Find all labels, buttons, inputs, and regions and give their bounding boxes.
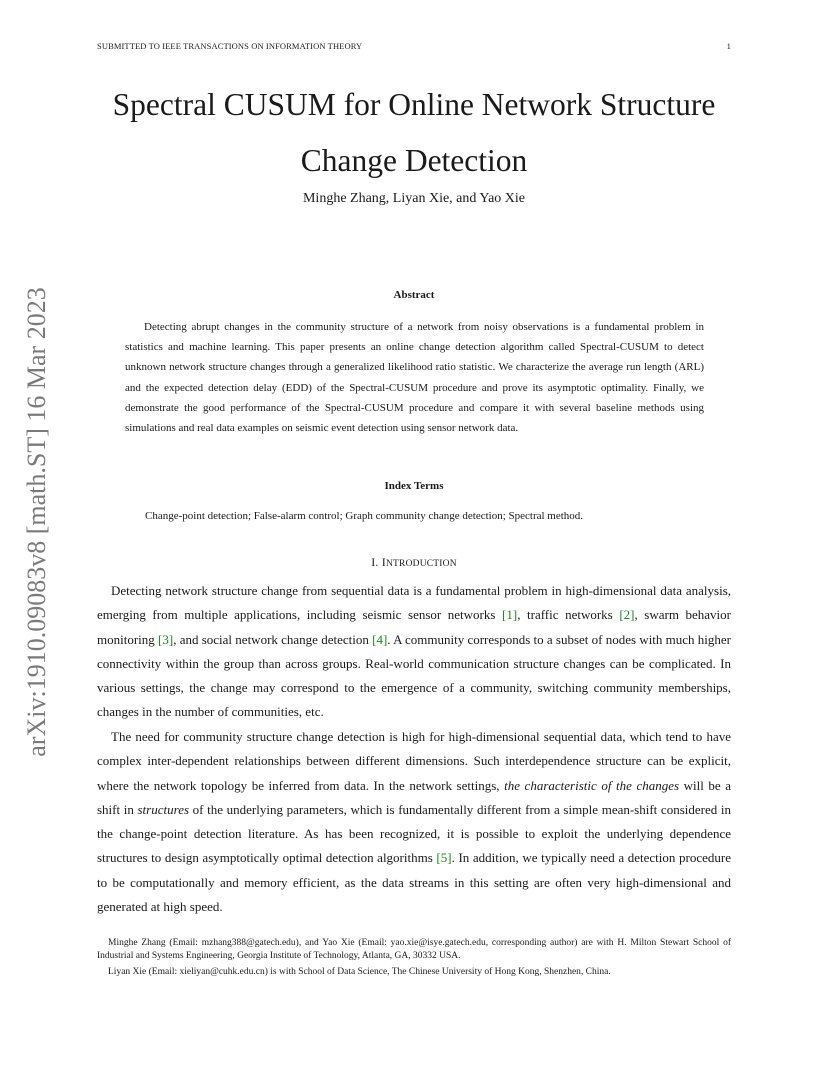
- footnote-affiliation-1: Minghe Zhang (Email: mzhang388@gatech.edu), and Yao Xie (Email: yao.xie@isye.gatech.edu, corresponding author) are with H. Milton Stewart School of Industrial and Systems Engineering, Georgia Institute of Technology, Atlanta, GA, 30332 USA.: [97, 938, 731, 961]
- emphasis-text: structures: [137, 801, 190, 817]
- footnote-affiliation-2: Liyan Xie (Email: xieliyan@cuhk.edu.cn) is with School of Data Science, The Chinese University of Hong Kong, Shenzhen, China.: [108, 967, 611, 977]
- arxiv-identifier: arXiv:1910.09083v8 [math.ST] 16 Mar 2023: [22, 287, 51, 757]
- section-title-smallcaps: NTRODUCTION: [385, 559, 457, 569]
- text-run: . In addition, we typically need a detection procedure to be computationally and memory efficient, as the data streams in this setting are often very high-dimensional and generated at high speed.: [97, 850, 731, 915]
- footnotes: [97, 937, 731, 983]
- paper-title: [80, 77, 748, 189]
- abstract-heading: Abstract: [393, 289, 435, 301]
- running-header: [97, 41, 731, 51]
- text-run: , swarm behavior monitoring: [97, 607, 732, 647]
- text-run: . A community corresponds to a subset of nodes with much higher connectivity within the group than across groups. Real-world communication structure changes can be complicated. In various settings, the change may correspond to the emergence of a community, switching community memberships, changes in the number of communities, etc.: [97, 631, 732, 720]
- title-line-2: Change Detection: [300, 143, 528, 178]
- text-run: will be a shift in: [97, 777, 732, 817]
- citation-link[interactable]: [4]: [372, 631, 388, 647]
- author-list: Minghe Zhang, Liyan Xie, and Yao Xie: [302, 191, 526, 206]
- citation-link[interactable]: [2]: [619, 607, 635, 623]
- index-terms-text: Change-point detection; False-alarm control; Graph community change detection; Spectral method.: [145, 510, 584, 522]
- citation-link[interactable]: [5]: [436, 850, 452, 866]
- text-run: The need for community structure change detection is high for high-dimensional sequential data, which tend to have complex inter-dependent relationships between different dimensions. Such interdependence structure can be explicit, where the network topology be inferred from data. In the network settings,: [97, 729, 731, 793]
- text-run: Detecting network structure change from sequential data is a fundamental problem in high-dimensional data analysis, emerging from multiple applications, including seismic sensor networks: [97, 583, 731, 623]
- intro-paragraph-1: [97, 579, 731, 725]
- abstract-text: Detecting abrupt changes in the community structure of a network from noisy observations is a fundamental problem in statistics and machine learning. This paper presents an online change detection algorithm called Spectral-CUSUM to detect unknown network structure changes through a generalized likelihood ratio statistic. We characterize the average run length (ARL) and the expected detection delay (EDD) of the Spectral-CUSUM procedure and prove its asymptotic optimality. Finally, we demonstrate the good performance of the Spectral-CUSUM procedure and compare it with several baseline methods using simulations and real data examples on seismic event detection using sensor network data.: [125, 321, 704, 435]
- running-title: SUBMITTED TO IEEE TRANSACTIONS ON INFORMATION THEORY: [97, 41, 363, 51]
- section-numeral: I. I: [371, 555, 386, 569]
- text-run: , traffic networks: [517, 607, 620, 623]
- section-heading-introduction: [97, 555, 731, 570]
- citation-link[interactable]: [3]: [158, 631, 174, 647]
- title-line-1: Spectral CUSUM for Online Network Structure: [112, 87, 716, 122]
- citation-link[interactable]: [1]: [502, 607, 518, 623]
- text-run: of the underlying parameters, which is fundamentally different from a simple mean-shift considered in the change-point detection literature. As has been recognized, it is possible to exploit the underlying dependence structures to design asymptotically optimal detection algorithms: [97, 801, 731, 866]
- index-terms-heading: Index Terms: [384, 480, 444, 492]
- intro-paragraph-2: [97, 725, 731, 919]
- text-run: , and social network change detection: [173, 631, 373, 647]
- emphasis-text: the characteristic of the changes: [504, 777, 680, 793]
- page-number: 1: [726, 41, 731, 51]
